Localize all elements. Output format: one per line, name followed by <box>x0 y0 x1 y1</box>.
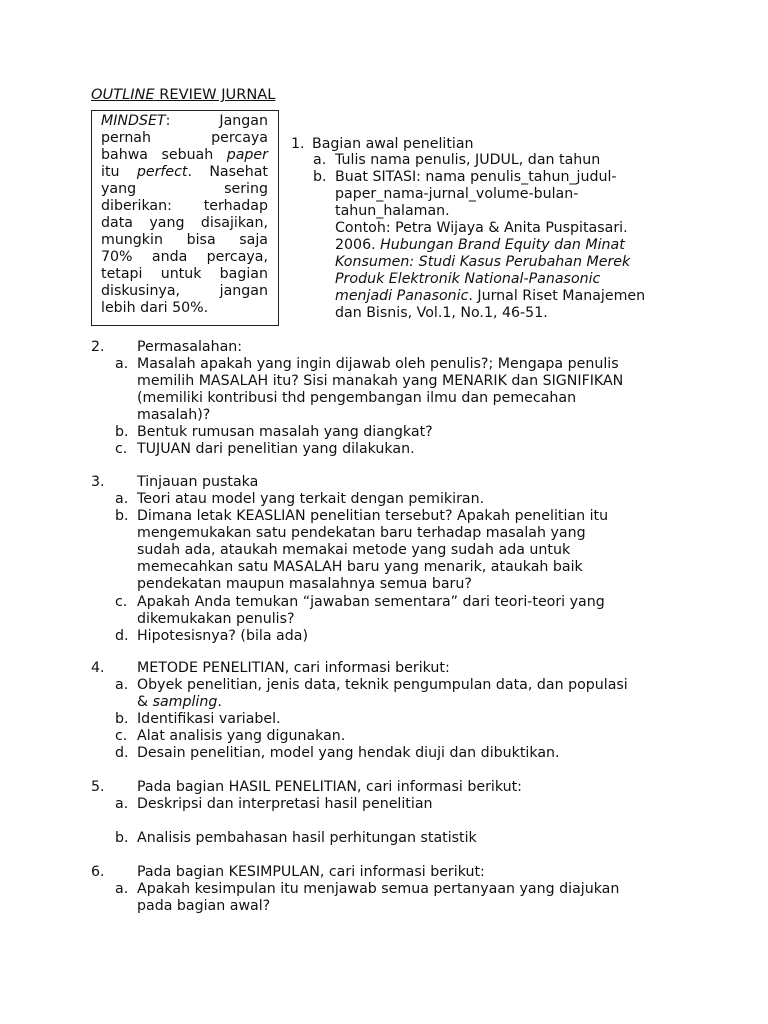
mindset-label: MINDSET <box>101 113 166 129</box>
list-item: Buat SITASI: nama penulis_tahun_judul- <box>335 169 617 185</box>
mindset-line: pernah percaya <box>101 130 268 146</box>
mindset-text: . Nasehat <box>187 164 268 180</box>
list-item: dan Bisnis, Vol.1, No.1, 46-51. <box>335 305 548 321</box>
mindset-line: diberikan: terhadap <box>101 198 268 214</box>
citation-text: 2006. <box>335 237 381 253</box>
page-title <box>91 86 275 103</box>
list-item: tahun_halaman. <box>335 203 450 219</box>
section-heading: Bagian awal penelitian <box>312 136 474 152</box>
item-marker: a. <box>115 356 129 372</box>
list-item: Teori atau model yang terkait dengan pemikiran. <box>137 491 485 507</box>
list-item: Analisis pembahasan hasil perhitungan statistik <box>137 830 477 846</box>
citation-title: Konsumen: Studi Kasus Perubahan Merek <box>335 254 631 270</box>
list-item: Deskripsi dan interpretasi hasil penelitian <box>137 796 433 812</box>
list-item <box>335 254 630 271</box>
citation-title: Hubungan Brand Equity dan Minat <box>380 237 625 253</box>
list-item: Alat analisis yang digunakan. <box>137 728 346 744</box>
item-marker: c. <box>115 441 128 457</box>
list-item: Bentuk rumusan masalah yang diangkat? <box>137 424 433 440</box>
item-marker: a. <box>115 491 129 507</box>
list-item: pendekatan maupun masalahnya semua baru? <box>137 576 472 592</box>
mindset-line: 70% anda percaya, <box>101 249 268 265</box>
mindset-text: : Jangan <box>165 113 268 129</box>
section-number: 1. <box>291 136 305 152</box>
list-item: Obyek penelitian, jenis data, teknik pengumpulan data, dan populasi <box>137 677 628 693</box>
item-marker: d. <box>115 745 129 761</box>
mindset-line <box>101 147 268 164</box>
list-item: Hipotesisnya? (bila ada) <box>137 628 308 644</box>
mindset-text: bahwa sebuah <box>101 147 227 163</box>
citation-title: Produk Elektronik National-Panasonic <box>335 271 601 287</box>
list-text: . <box>217 694 222 710</box>
list-item: Contoh: Petra Wijaya & Anita Puspitasari. <box>335 220 628 236</box>
item-marker: b. <box>115 508 129 524</box>
title-rest: REVIEW JURNAL <box>154 86 276 103</box>
mindset-line <box>101 113 268 130</box>
list-item: Tulis nama penulis, JUDUL, dan tahun <box>335 152 601 168</box>
list-item: Identifikasi variabel. <box>137 711 281 727</box>
list-item: memecahkan satu MASALAH baru yang menarik, ataukah baik <box>137 559 583 575</box>
title-italic: OUTLINE <box>91 86 155 103</box>
citation-title: menjadi Panasonic <box>335 288 469 304</box>
section-heading: Pada bagian HASIL PENELITIAN, cari informasi berikut: <box>137 779 522 795</box>
item-marker: c. <box>115 594 128 610</box>
item-marker: c. <box>115 728 128 744</box>
list-item: pada bagian awal? <box>137 898 271 914</box>
mindset-line: data yang disajikan, <box>101 215 268 231</box>
mindset-line: tetapi untuk bagian <box>101 266 268 282</box>
item-marker: a. <box>115 796 129 812</box>
list-item: Dimana letak KEASLIAN penelitian tersebut? Apakah penelitian itu <box>137 508 609 524</box>
list-item: Desain penelitian, model yang hendak diuji dan dibuktikan. <box>137 745 560 761</box>
section-heading: Pada bagian KESIMPULAN, cari informasi berikut: <box>137 864 485 880</box>
item-marker: a. <box>313 152 327 168</box>
section-heading: METODE PENELITIAN, cari informasi berikut: <box>137 660 450 676</box>
section-heading: Permasalahan: <box>137 339 243 355</box>
section-heading: Tinjauan pustaka <box>137 474 259 490</box>
list-item: TUJUAN dari penelitian yang dilakukan. <box>137 441 415 457</box>
mindset-line: yang sering <box>101 181 268 197</box>
section-number: 2. <box>91 339 105 355</box>
item-marker: b. <box>115 424 129 440</box>
mindset-text-italic: paper <box>226 147 268 163</box>
mindset-line: diskusinya, jangan <box>101 283 268 299</box>
item-marker: b. <box>313 169 327 185</box>
list-item: dikemukakan penulis? <box>137 611 295 627</box>
section-number: 3. <box>91 474 105 490</box>
list-item <box>335 288 645 305</box>
list-item <box>335 237 625 254</box>
list-item: masalah)? <box>137 407 211 423</box>
list-text-italic: sampling <box>152 694 218 710</box>
mindset-line <box>101 164 268 181</box>
list-item: mengemukakan satu pendekatan baru terhadap masalah yang <box>137 525 586 541</box>
list-item <box>335 271 600 288</box>
list-text: & <box>137 694 153 710</box>
item-marker: b. <box>115 711 129 727</box>
mindset-text-italic: perfect <box>136 164 188 180</box>
list-item: Apakah kesimpulan itu menjawab semua pertanyaan yang diajukan <box>137 881 620 897</box>
item-marker: d. <box>115 628 129 644</box>
list-item: Apakah Anda temukan “jawaban sementara” dari teori-teori yang <box>137 594 605 610</box>
list-item: paper_nama-jurnal_volume-bulan- <box>335 186 579 202</box>
section-number: 4. <box>91 660 105 676</box>
item-marker: a. <box>115 677 129 693</box>
item-marker: b. <box>115 830 129 846</box>
citation-text: . Jurnal Riset Manajemen <box>468 288 646 304</box>
list-item: (memiliki kontribusi thd pengembangan ilmu dan pemecahan <box>137 390 577 406</box>
section-number: 6. <box>91 864 105 880</box>
mindset-text: itu <box>101 164 137 180</box>
item-marker: a. <box>115 881 129 897</box>
section-number: 5. <box>91 779 105 795</box>
list-item: Masalah apakah yang ingin dijawab oleh penulis?; Mengapa penulis <box>137 356 619 372</box>
mindset-line: lebih dari 50%. <box>101 300 209 316</box>
list-item: sudah ada, ataukah memakai metode yang sudah ada untuk <box>137 542 571 558</box>
list-item <box>137 694 222 711</box>
list-item: memilih MASALAH itu? Sisi manakah yang MENARIK dan SIGNIFIKAN <box>137 373 624 389</box>
mindset-line: mungkin bisa saja <box>101 232 268 248</box>
